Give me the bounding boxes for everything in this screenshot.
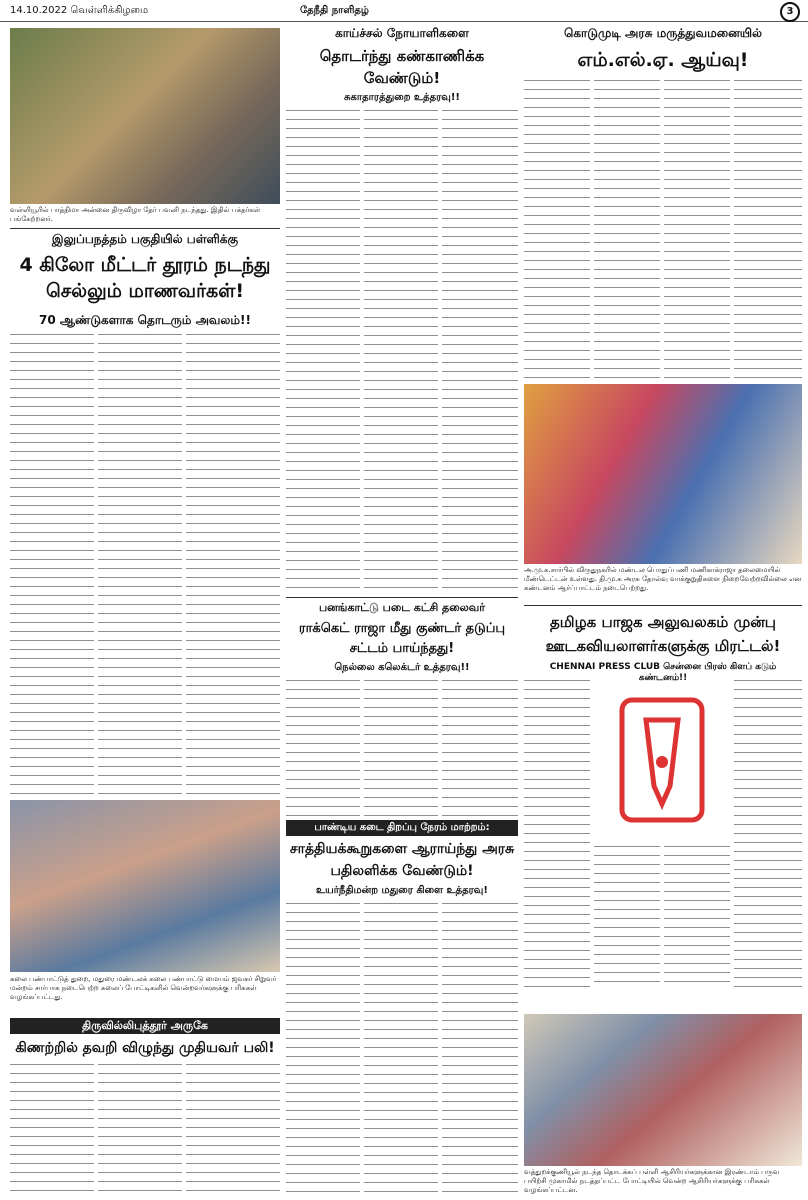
press-logo <box>594 690 730 840</box>
fever-headline: தொடர்ந்து கண்காணிக்க வேண்டும்! <box>319 47 485 87</box>
protest-photo-caption: அ.மு.க.சார்பில் விருதுநகரில் மண்டல பொதுப்பணி மணிகாக்ராஜா தலைமையில் மீண்டெட்டன் உள்ளது. தி.மு.க அரசு தோல்வு வாக்குறுதிகளை நிறைவேற்றவில்லை என கண்டனம் ஆர்ப்பாட்டம் நடைபெற்றது. <box>524 566 802 592</box>
fever-article-col-1 <box>286 110 360 594</box>
well-article-col-1 <box>10 1064 94 1194</box>
shop-headline: சாத்தியக்கூறுகளை ஆராய்ந்து அரசு பதிலளிக்க வேண்டும்! <box>289 841 515 879</box>
school-article-col-2 <box>98 334 182 794</box>
press-club-line: CHENNAI PRESS CLUB சென்னை பிரஸ் கிளப் கடும் கண்டனம்!! <box>549 662 777 683</box>
newspaper-name: தேநீதி நாளிதழ் <box>300 5 369 16</box>
divider <box>524 605 802 606</box>
festival-photo <box>10 28 280 204</box>
school-subhead: 70 ஆண்டுகளாக தொடரும் அவலம்!! <box>39 313 251 327</box>
festival-photo-caption: வள்ளியூரில் பாத்திமா அன்னை திருவிழா தேர் பவனி நடந்தது. இதில் பக்தர்கள் பங்கேற்றனர். <box>10 206 261 223</box>
shop-article-col-2 <box>364 903 438 1194</box>
protest-photo <box>524 384 802 564</box>
rocket-article-col-1 <box>286 680 360 816</box>
fever-kicker: காய்ச்சல் நோயாளிகளை <box>335 26 469 40</box>
school-headline: 4 கிலோ மீட்டர் தூரம் நடந்து செல்லும் மாணவர்கள்! <box>19 254 271 302</box>
hospital-article-col-1 <box>524 80 590 380</box>
divider <box>286 597 518 598</box>
press-article-col-3 <box>664 846 730 990</box>
hospital-kicker: கொடுமுடி அரசு மருத்துவமனையில் <box>564 26 762 40</box>
shop-article-col-1 <box>286 903 360 1194</box>
page-number: 3 <box>780 2 800 22</box>
rocket-headline: ராக்கெட் ராஜா மீது குண்டர் தடுப்பு சட்டம் பாய்ந்தது! <box>298 621 506 656</box>
hospital-article-col-4 <box>734 80 802 380</box>
school-article-col-3 <box>186 334 280 794</box>
well-kicker: திருவில்லிபுத்தூர் அருகே <box>10 1018 280 1034</box>
rocket-kicker: பனங்காட்டு படை கட்சி தலைவர் <box>318 601 486 614</box>
teachers-photo-caption: வத்துறக்குணியூல் நடந்த தொடக்கப் பள்ளி ஆசிரியர்களுக்கான இரண்டாம் பருவ பயிற்சி முகாமில் நடத்தப்பட்ட போட்டியில் வென்ற ஆசிரியர்களுக்கு பரிசுகள் வழங்கப்பட்டன. <box>524 1168 780 1194</box>
hospital-article-col-2 <box>594 80 660 380</box>
hospital-headline: எம்.எல்.ஏ. ஆய்வு! <box>577 49 749 71</box>
shop-subhead: உயர்நீதிமன்ற மதுரை கிளை உத்தரவு! <box>316 885 488 896</box>
page-header <box>0 0 808 22</box>
press-article-col-4 <box>734 680 802 990</box>
press-article-col-1 <box>524 680 590 990</box>
well-headline: கிணற்றில் தவறி விழுந்து முதியவர் பலி! <box>15 1040 275 1056</box>
well-article-col-2 <box>98 1064 182 1194</box>
fever-article-col-2 <box>364 110 438 594</box>
divider <box>10 228 280 229</box>
rocket-subhead: நெல்லை கலெக்டர் உத்தரவு!! <box>334 662 470 673</box>
fever-article-col-3 <box>442 110 518 594</box>
rocket-article-col-2 <box>364 680 438 816</box>
press-headline: தமிழக பாஜக அலுவலகம் முன்பு ஊடகவியலாளர்களுக்கு மிரட்டல்! <box>545 613 781 655</box>
hospital-article-col-3 <box>664 80 730 380</box>
award-photo-caption: கலை பண்பாட்டுத் துறை, மதுரை மண்டலக் கலை பண்பாட்டு மையம் ஜவகர் சிறுவர் மன்றம் சார்பாக நடைபெற்ற கலைப் போட்டிகளில் வென்றவர்களுக்கு பரிசுகள் வழங்கப்பட்டது. <box>10 975 277 1001</box>
school-kicker: இலுப்பநத்தம் பகுதியில் பள்ளிக்கு <box>51 232 239 246</box>
school-article-col-1 <box>10 334 94 794</box>
shop-kicker: பாண்டிய கடை திறப்பு நேரம் மாற்றம்: <box>286 820 518 836</box>
award-photo <box>10 800 280 972</box>
well-article-col-3 <box>186 1064 280 1194</box>
issue-date: 14.10.2022 வெள்ளிக்கிழமை <box>10 5 149 16</box>
pen-thumb-icon <box>594 690 730 840</box>
teachers-photo <box>524 1014 802 1166</box>
fever-subhead: சுகாதாரத்துறை உத்தரவு!! <box>344 92 460 103</box>
press-article-col-2 <box>594 846 660 990</box>
rocket-article-col-3 <box>442 680 518 816</box>
shop-article-col-3 <box>442 903 518 1194</box>
